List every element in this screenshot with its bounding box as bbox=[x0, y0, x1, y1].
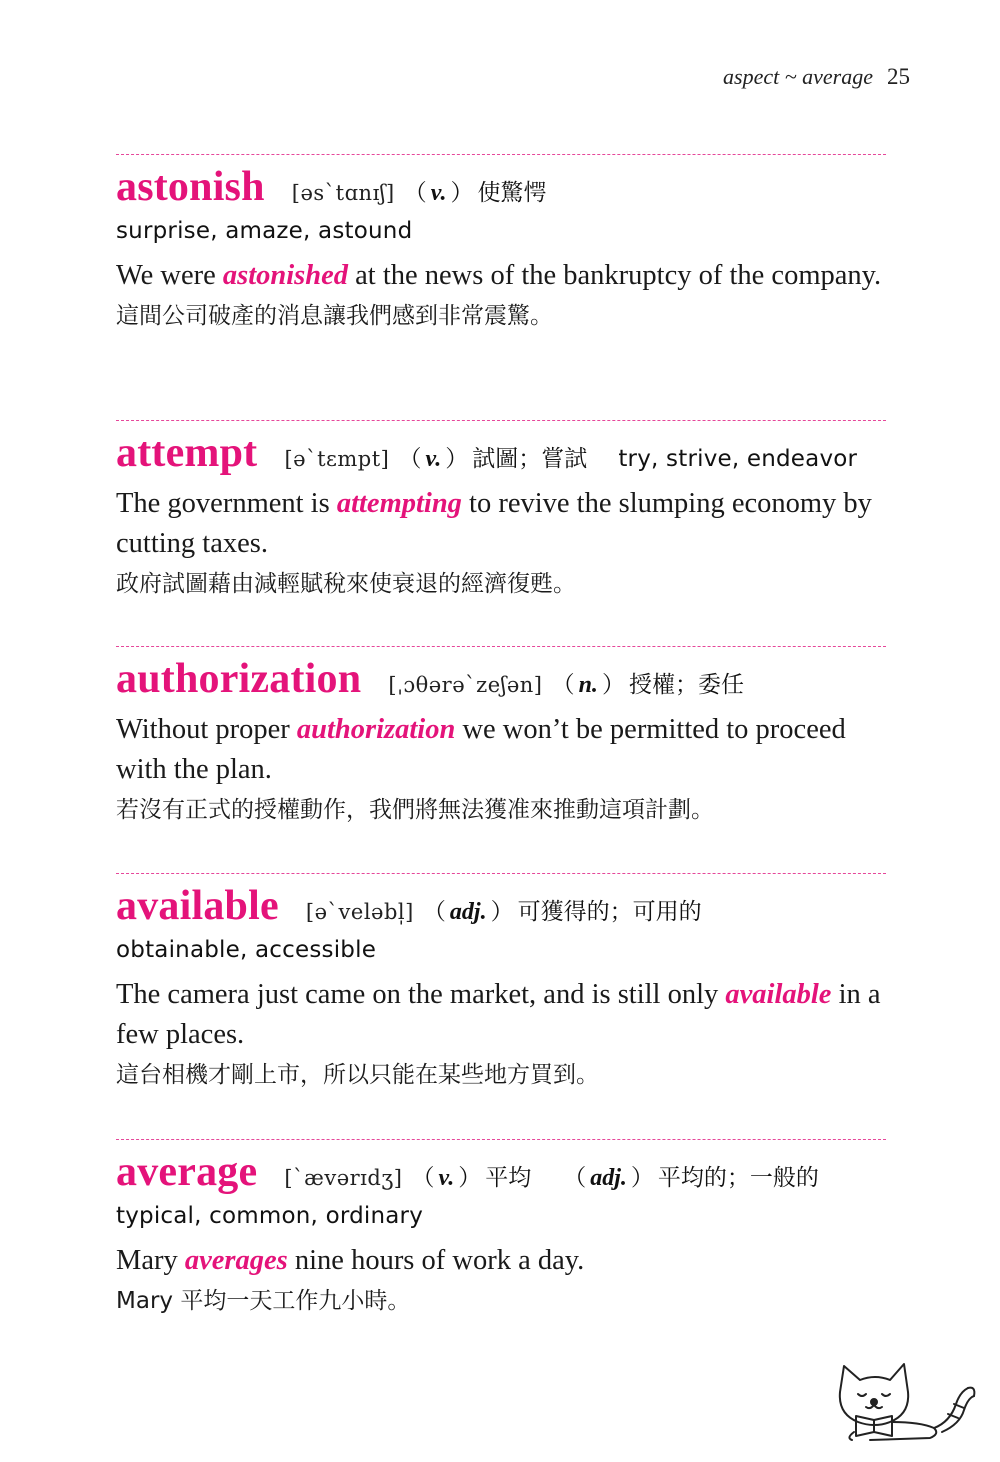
headword: authorization bbox=[116, 656, 362, 702]
entry-attempt bbox=[116, 430, 886, 602]
entry-divider bbox=[116, 420, 886, 421]
meaning: 授權；委任 bbox=[628, 672, 744, 698]
pronunciation: [ə`veləbl̩] bbox=[305, 900, 414, 924]
entry-head bbox=[116, 883, 886, 929]
translation: 這台相機才剛上市，所以只能在某些地方買到。 bbox=[116, 1062, 599, 1088]
part-of-speech: v. bbox=[430, 180, 447, 206]
synonyms: typical, common, ordinary bbox=[116, 1203, 424, 1229]
highlighted-word: available bbox=[725, 979, 832, 1010]
entry-head bbox=[116, 656, 886, 702]
sentence-text: in a few places. bbox=[116, 979, 881, 1050]
pronunciation: [`ævərɪdʒ] bbox=[284, 1166, 403, 1190]
headword: attempt bbox=[116, 430, 258, 476]
part-of-speech: adj. bbox=[449, 899, 487, 925]
pronunciation: [ə`tɛmpt] bbox=[284, 447, 390, 471]
sentence-text: We were bbox=[116, 260, 223, 291]
definition: （ adj. ） 可獲得的；可用的 bbox=[422, 899, 702, 925]
highlighted-word: attempting bbox=[336, 488, 462, 519]
highlighted-word: authorization bbox=[296, 714, 456, 745]
definition-2: （ adj. ） 平均的；一般的 bbox=[563, 1165, 819, 1191]
headword: available bbox=[116, 883, 279, 929]
entry-divider bbox=[116, 873, 886, 874]
part-of-speech-2: adj. bbox=[590, 1165, 627, 1191]
page-number: 25 bbox=[887, 64, 910, 89]
sentence-text: The government is bbox=[116, 488, 337, 519]
entry-divider bbox=[116, 646, 886, 647]
example-sentence bbox=[116, 1241, 886, 1281]
entry-divider bbox=[116, 1139, 886, 1140]
synonyms: obtainable, accessible bbox=[116, 937, 377, 963]
part-of-speech: v. bbox=[438, 1165, 455, 1191]
translation: 若沒有正式的授權動作，我們將無法獲准來推動這項計劃。 bbox=[116, 797, 714, 823]
entry-divider bbox=[116, 154, 886, 155]
definition: （ n. ） 授權；委任 bbox=[551, 672, 744, 698]
definition: （ v. ） 試圖；嘗試 bbox=[398, 446, 588, 472]
highlighted-word: astonished bbox=[222, 260, 349, 291]
definition: （ v. ） 使驚愕 bbox=[403, 180, 547, 206]
entry-head bbox=[116, 430, 886, 476]
translation: 這間公司破產的消息讓我們感到非常震驚。 bbox=[116, 303, 553, 329]
highlighted-word: averages bbox=[184, 1245, 288, 1276]
pronunciation: [ˌɔθərə`zeʃən] bbox=[388, 673, 543, 697]
meaning: 使驚愕 bbox=[477, 180, 547, 206]
sentence-text: nine hours of work a day. bbox=[287, 1245, 585, 1276]
meaning: 可獲得的；可用的 bbox=[517, 899, 702, 925]
pronunciation: [əs`tɑnɪʃ] bbox=[291, 181, 395, 205]
cat-reading-icon bbox=[830, 1352, 980, 1442]
headword: astonish bbox=[116, 164, 265, 210]
entry-available bbox=[116, 883, 886, 1093]
entry-head bbox=[116, 164, 886, 210]
entry-astonish bbox=[116, 164, 886, 334]
example-sentence bbox=[116, 256, 886, 296]
translation: 政府試圖藉由減輕賦稅來使衰退的經濟復甦。 bbox=[116, 571, 576, 597]
sentence-text: at the news of the bankruptcy of the company. bbox=[348, 260, 882, 291]
example-sentence bbox=[116, 484, 886, 564]
entry-authorization bbox=[116, 656, 886, 828]
sentence-text: we won’t be permitted to proceed with the plan. bbox=[116, 714, 846, 785]
translation: Mary 平均一天工作九小時。 bbox=[116, 1288, 411, 1314]
entry-average bbox=[116, 1149, 886, 1319]
definition: （ v. ） 平均 bbox=[411, 1165, 532, 1191]
synonyms: try, strive, endeavor bbox=[618, 446, 858, 472]
headword: average bbox=[116, 1149, 258, 1195]
sentence-text: Without proper bbox=[116, 714, 297, 745]
sentence-text: to revive the slumping economy by cutting taxes. bbox=[116, 488, 872, 559]
part-of-speech: v. bbox=[425, 446, 442, 472]
synonyms: surprise, amaze, astound bbox=[116, 218, 413, 244]
meaning: 試圖；嘗試 bbox=[472, 446, 588, 472]
example-sentence bbox=[116, 975, 886, 1055]
running-head bbox=[0, 64, 910, 90]
sentence-text: The camera just came on the market, and is still only bbox=[116, 979, 726, 1010]
meaning: 平均 bbox=[485, 1165, 532, 1191]
sentence-text: Mary bbox=[116, 1245, 185, 1276]
part-of-speech: n. bbox=[578, 672, 598, 698]
example-sentence bbox=[116, 710, 886, 790]
entry-head bbox=[116, 1149, 886, 1195]
meaning-2: 平均的；一般的 bbox=[657, 1165, 819, 1191]
page-range: aspect ~ average bbox=[723, 64, 873, 89]
